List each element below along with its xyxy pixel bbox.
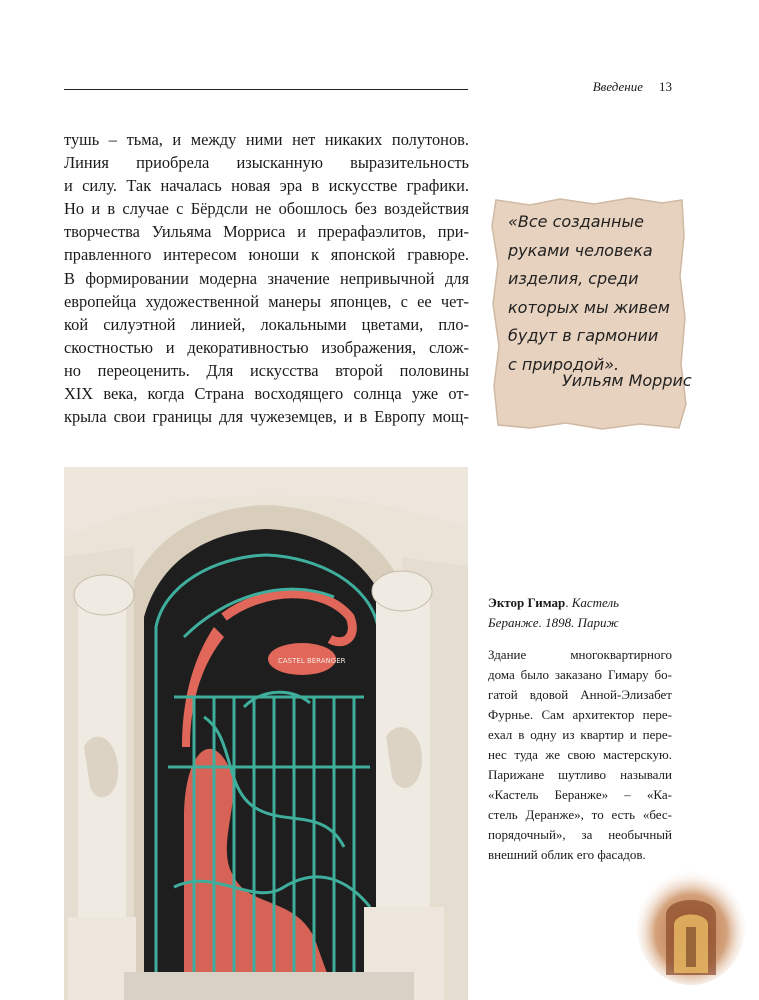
body-line: правленного интересом юноши к японской гравюре. [64,245,469,265]
quote-line: изделия, среди [508,269,639,288]
header-rule [64,89,468,90]
quote-text [508,208,692,390]
photo-caption [488,593,672,865]
caption-work: Кастель Беранже. 1898. Париж [488,595,620,630]
running-head [560,79,672,95]
quote-line: будут в гармонии [508,326,659,345]
body-line: творчества Уильяма Морриса и прерафаэлитов, при- [64,222,469,242]
quote-line: руками человека [508,240,653,260]
caption-line: порядочный», за необычный [488,827,672,842]
body-line: крыла свои границы для чужеземцев, и в Европу мощ- [64,407,469,427]
body-line: но переоценить. Для искусства второй половины [64,360,469,380]
body-line: XIX века, когда Страна восходящего солнца уже от- [64,384,469,404]
caption-author: Эктор Гимар [488,595,566,610]
quote-line: с природой». [508,354,620,374]
body-text [64,128,469,428]
quote-line: которых мы живем [508,297,670,317]
caption-line: ехал в одну из квартир и пере- [488,727,672,742]
body-line: Но и в случае с Бёрдсли не обошлось без воздействия [64,199,469,219]
quote-author: Уильям Моррис [562,371,692,390]
vignette-illustration [636,865,746,985]
caption-line: Здание многоквартирного [488,647,672,662]
caption-title: Эктор Гимар. Кастель Беранже. 1898. Париж [488,595,620,630]
body-line: европейца художественной манеры японцев, с ее чет- [64,291,469,311]
gate-sign-text: CASTEL BERANGER [278,657,346,665]
caption-line: «Кастель Беранже» – «Ка- [488,787,672,802]
caption-line: стель Деранже», то есть «бес- [488,807,672,822]
caption-line: гатой вдовой Анной-Элизабет [488,687,672,702]
page-number: 13 [659,79,672,94]
body-line: скостностью и декоративностью изображения, слож- [64,337,469,357]
quote-line: «Все созданные [508,212,644,231]
body-line: кой силуэтной линией, локальными цветами, пло- [64,314,469,334]
caption-line: нес туда же свою мастерскую. [488,747,672,762]
body-line: тушь – тьма, и между ними нет никаких полутонов. [64,130,469,149]
caption-line: внешний облик его фасадов. [488,847,646,862]
caption-line: Фурнье. Сам архитектор пере- [488,707,672,722]
caption-line: дома было заказано Гимару бо- [488,667,672,682]
gate-illustration [64,467,468,1000]
section-title: Введение [592,79,643,94]
castel-beranger-gate-photo [64,467,468,1000]
building-vignette-image [636,865,746,985]
body-line: и силу. Так началась новая эра в искусстве графики. [64,176,469,196]
body-line: В формировании модерна значение непривычной для [64,268,469,288]
caption-line: Парижане шутливо называли [488,767,672,782]
body-line: Линия приобрела изысканную выразительность [64,153,469,173]
